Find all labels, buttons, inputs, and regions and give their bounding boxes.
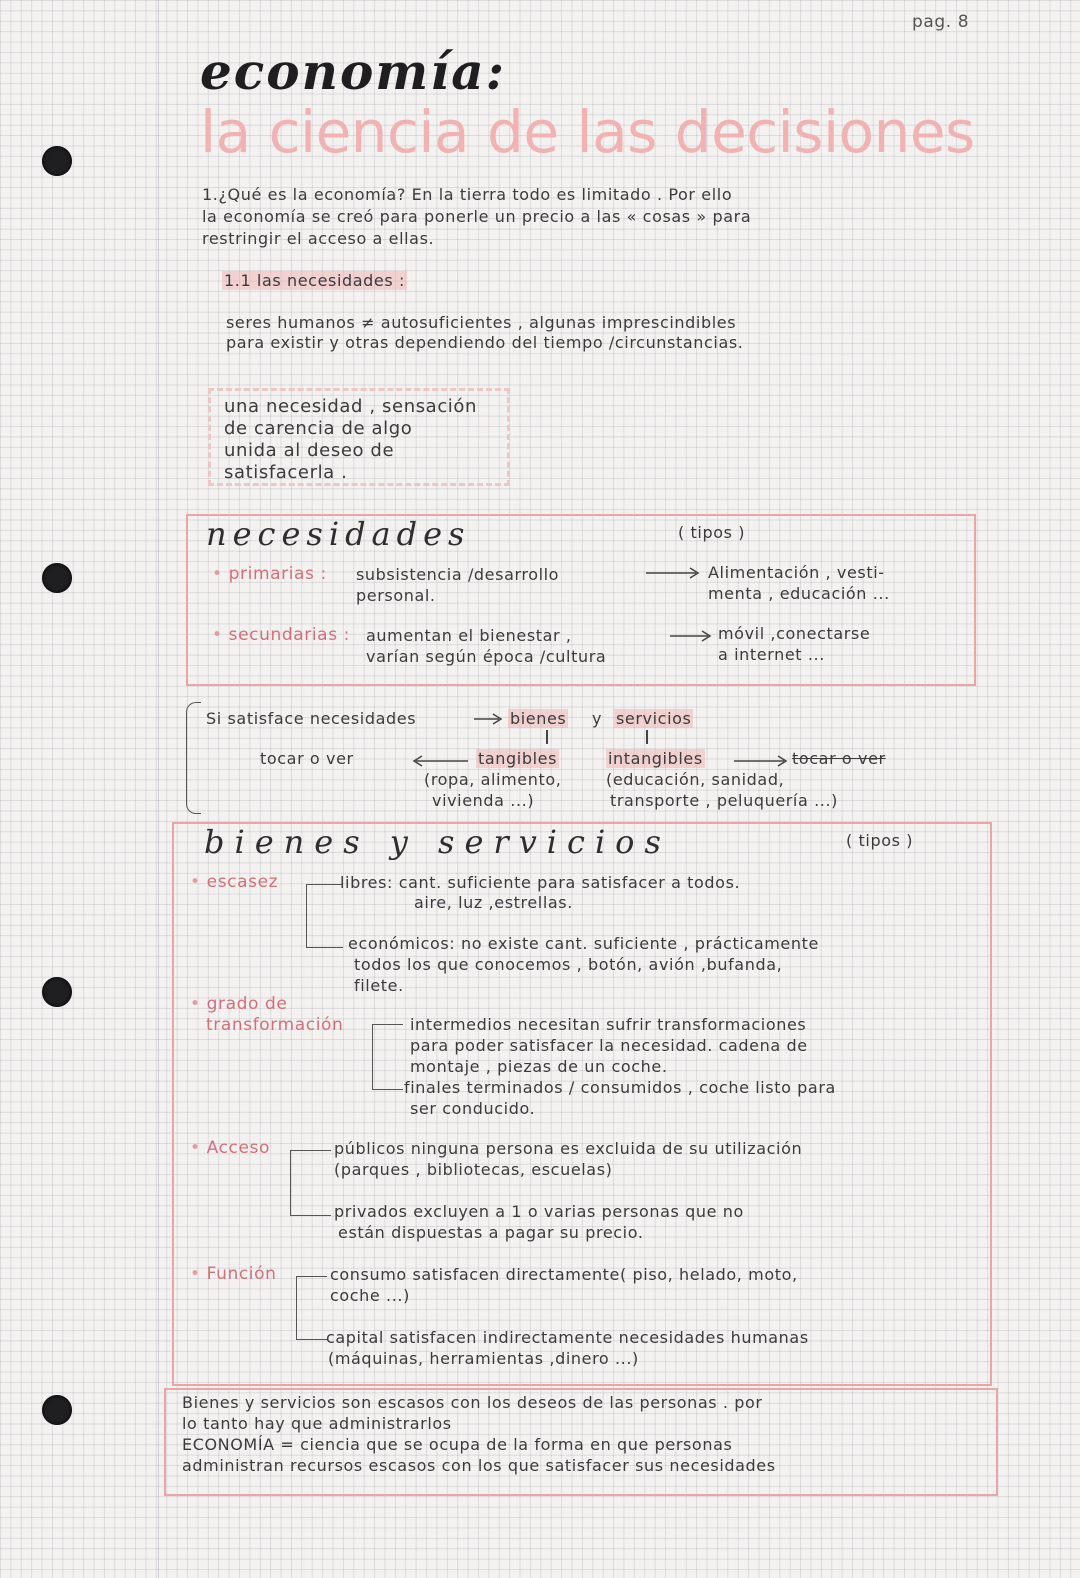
and-label: y bbox=[592, 709, 603, 728]
bracket bbox=[290, 1150, 331, 1216]
intermediate-goods-1: intermedios necesitan sufrir transformaciones bbox=[410, 1015, 807, 1034]
definition-line-3: unida al deseo de bbox=[224, 440, 395, 461]
conclusion-line-4: administran recursos escasos con los que satisfacer sus necesidades bbox=[182, 1456, 776, 1475]
primary-result-1: Alimentación , vesti- bbox=[708, 563, 885, 582]
goods-heading-suffix: ( tipos ) bbox=[846, 831, 914, 850]
public-goods-1: públicos ninguna persona es excluida de su utilización bbox=[334, 1139, 803, 1158]
tangible-examples-1: (ropa, alimento, bbox=[424, 770, 562, 789]
tangibles-label: tangibles bbox=[478, 749, 558, 768]
definition-line-4: satisfacerla . bbox=[224, 462, 348, 483]
conclusion-line-1: Bienes y servicios son escasos con los deseos de las personas . por bbox=[182, 1393, 763, 1412]
scarcity-label: • escasez bbox=[190, 872, 279, 892]
consumer-goods-1: consumo satisfacen directamente( piso, helado, moto, bbox=[330, 1265, 798, 1284]
public-goods-2: (parques , bibliotecas, escuelas) bbox=[334, 1160, 613, 1179]
secondary-needs-label: • secundarias : bbox=[212, 625, 350, 645]
tangible-examples-2: vivienda ...) bbox=[432, 791, 535, 810]
free-goods-2: aire, luz ,estrellas. bbox=[414, 893, 573, 912]
goods-heading: bienes y servicios bbox=[204, 823, 671, 861]
definition-line-2: de carencia de algo bbox=[224, 418, 413, 439]
transformation-label-2: transformación bbox=[206, 1015, 344, 1035]
human-needs-line-2: para existir y otras dependiendo del tiempo /circunstancias. bbox=[226, 333, 744, 352]
page-number: pag. 8 bbox=[912, 12, 970, 32]
satisfy-lead: Si satisface necesidades bbox=[206, 709, 417, 728]
secondary-desc-2: varían según época /cultura bbox=[366, 647, 607, 666]
services-label: servicios bbox=[616, 709, 692, 728]
arrow-right-icon bbox=[734, 754, 790, 768]
no-touch-label: tocar o ver bbox=[792, 749, 886, 768]
binder-hole-1 bbox=[42, 146, 72, 176]
primary-desc-2: personal. bbox=[356, 586, 436, 605]
arrow-right-icon bbox=[646, 566, 702, 580]
connector-line bbox=[546, 730, 548, 744]
binder-hole-4 bbox=[42, 1395, 72, 1425]
connector-line bbox=[646, 730, 648, 744]
conclusion-line-3: ECONOMÍA = ciencia que se ocupa de la forma en que personas bbox=[182, 1435, 733, 1454]
secondary-desc-1: aumentan el bienestar , bbox=[366, 626, 572, 645]
function-label: • Función bbox=[190, 1264, 277, 1284]
binder-hole-2 bbox=[42, 563, 72, 593]
transformation-label-1: • grado de bbox=[190, 994, 288, 1014]
intangible-examples-1: (educación, sanidad, bbox=[606, 770, 785, 789]
final-goods-1: finales terminados / consumidos , coche listo para bbox=[404, 1078, 836, 1097]
economic-goods-3: filete. bbox=[354, 976, 404, 995]
economic-goods-2: todos los que conocemos , botón, avión ,bufanda, bbox=[354, 955, 783, 974]
intermediate-goods-3: montaje , piezas de un coche. bbox=[410, 1057, 668, 1076]
bracket bbox=[306, 884, 343, 948]
intangibles-label: intangibles bbox=[608, 749, 703, 768]
intermediate-goods-2: para poder satisfacer la necesidad. cadena de bbox=[410, 1036, 808, 1055]
primary-result-2: menta , educación ... bbox=[708, 584, 890, 603]
secondary-result-2: a internet ... bbox=[718, 645, 825, 664]
intangible-examples-2: transporte , peluquería ...) bbox=[610, 791, 838, 810]
access-label: • Acceso bbox=[190, 1138, 270, 1158]
left-brace bbox=[186, 702, 201, 814]
page-title: economía: bbox=[200, 42, 507, 101]
secondary-result-1: móvil ,conectarse bbox=[718, 624, 871, 643]
bracket bbox=[372, 1024, 403, 1090]
intro-line-3: restringir el acceso a ellas. bbox=[202, 229, 435, 248]
private-goods-1: privados excluyen a 1 o varias personas que no bbox=[334, 1202, 744, 1221]
touch-label: tocar o ver bbox=[260, 749, 354, 768]
bracket bbox=[296, 1276, 327, 1340]
arrow-left-icon bbox=[412, 754, 468, 768]
arrow-right-icon bbox=[474, 712, 504, 726]
economic-goods-1: económicos: no existe cant. suficiente , prácticamente bbox=[348, 934, 819, 953]
conclusion-line-2: lo tanto hay que administrarlos bbox=[182, 1414, 452, 1433]
needs-heading: necesidades bbox=[206, 515, 471, 553]
goods-label: bienes bbox=[510, 709, 567, 728]
human-needs-line-1: seres humanos ≠ autosuficientes , algunas imprescindibles bbox=[226, 313, 737, 332]
final-goods-2: ser conducido. bbox=[410, 1099, 536, 1118]
intro-line-1: 1.¿Qué es la economía? En la tierra todo es limitado . Por ello bbox=[202, 185, 733, 204]
consumer-goods-2: coche ...) bbox=[330, 1286, 410, 1305]
capital-goods-2: (máquinas, herramientas ,dinero ...) bbox=[328, 1349, 639, 1368]
definition-line-1: una necesidad , sensación bbox=[224, 396, 478, 417]
free-goods-1: libres: cant. suficiente para satisfacer a todos. bbox=[340, 873, 741, 892]
primary-desc-1: subsistencia /desarrollo bbox=[356, 565, 560, 584]
capital-goods-1: capital satisfacen indirectamente necesidades humanas bbox=[326, 1328, 809, 1347]
private-goods-2: están dispuestas a pagar su precio. bbox=[338, 1223, 644, 1242]
primary-needs-label: • primarias : bbox=[212, 564, 327, 584]
margin-line bbox=[158, 0, 159, 1578]
intro-line-2: la economía se creó para ponerle un precio a las « cosas » para bbox=[202, 207, 752, 226]
section-heading-needs: 1.1 las necesidades : bbox=[224, 271, 405, 290]
arrow-right-icon bbox=[670, 629, 714, 643]
needs-heading-suffix: ( tipos ) bbox=[678, 523, 746, 542]
goods-types-box bbox=[172, 822, 992, 1386]
binder-hole-3 bbox=[42, 977, 72, 1007]
page-subtitle: la ciencia de las decisiones bbox=[200, 98, 975, 166]
